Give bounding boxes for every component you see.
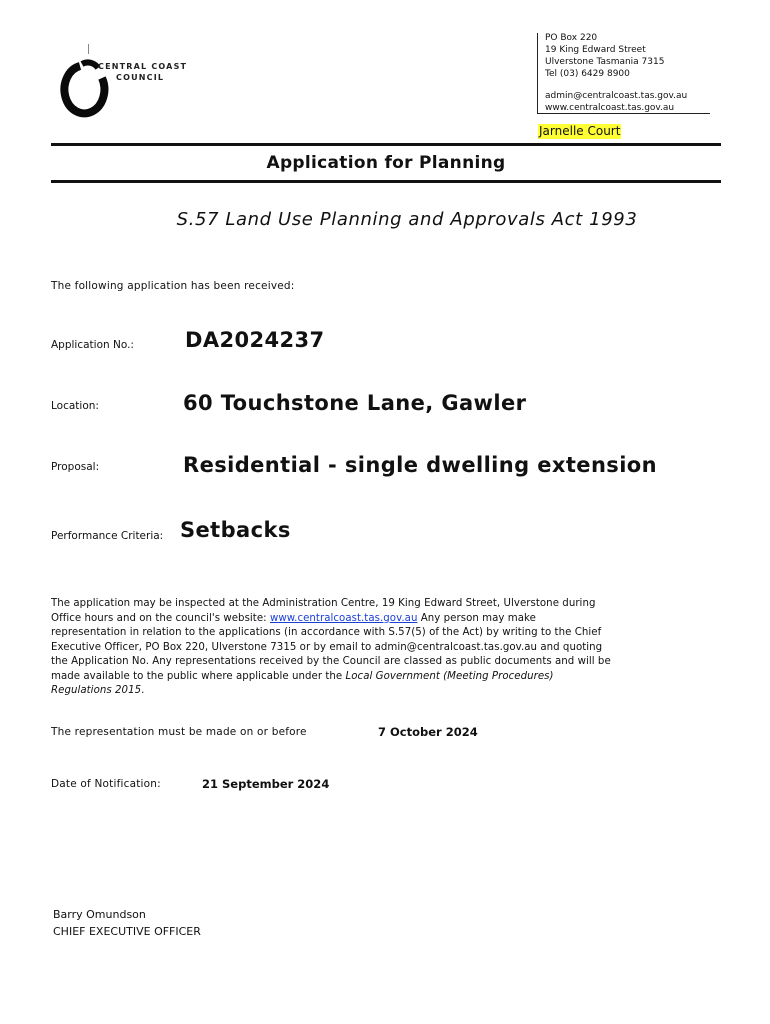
officer-highlight: Jarnelle Court [539, 124, 621, 138]
address-tel: Tel (03) 6429 8900 [545, 69, 630, 79]
paragraph-part-3: . [141, 685, 145, 696]
council-website-link[interactable]: www.centralcoast.tas.gov.au [269, 612, 418, 624]
address-town: Ulverstone Tasmania 7315 [545, 57, 665, 67]
deadline-date: 7 October 2024 [378, 725, 478, 739]
title-rule-bottom [51, 180, 721, 183]
logo-line-1: CENTRAL COAST [98, 62, 188, 71]
council-logo [58, 44, 198, 124]
intro-text: The following application has been received: [51, 280, 295, 292]
notification-label: Date of Notification: [51, 778, 161, 790]
application-no-label: Application No.: [51, 339, 134, 351]
regulations-title: Local Government (Meeting Procedures) Regulations 2015 [51, 670, 554, 696]
signatory-title: CHIEF EXECUTIVE OFFICER [53, 925, 201, 938]
address-street: 19 King Edward Street [545, 45, 646, 55]
location-label: Location: [51, 400, 99, 412]
performance-criteria-value: Setbacks [180, 518, 291, 542]
signatory-block [53, 906, 201, 940]
notification-date: 21 September 2024 [202, 777, 330, 791]
address-email: admin@centralcoast.tas.gov.au [545, 91, 688, 101]
logo-ring-icon [58, 44, 198, 124]
performance-criteria-label: Performance Criteria: [51, 530, 164, 542]
address-divider [537, 33, 538, 113]
paragraph-part-2: Any person may make representation in relation to the applications (in accordance with S.57(5) of the Act) by writing to the Chief Executive Officer, PO Box 220, Ulverstone 7315 or by email to admin@centralcoast.tas.gov.au and quoting the Application No. Any representations received by the Council are classed as public documents and will be made available to the public where applicable under the [51, 612, 611, 682]
address-underline [537, 113, 710, 114]
act-heading: S.57 Land Use Planning and Approvals Act 1993 [176, 209, 638, 230]
application-no-value: DA2024237 [185, 328, 325, 352]
paragraph-part-1: The application may be inspected at the Administration Centre, 19 King Edward Street, Ulverstone during Office hours and on the council's website: [51, 598, 596, 624]
address-web: www.centralcoast.tas.gov.au [545, 103, 675, 113]
logo-wordmark [98, 61, 187, 83]
inspection-paragraph [51, 597, 611, 699]
proposal-label: Proposal: [51, 461, 100, 473]
location-value: 60 Touchstone Lane, Gawler [183, 391, 527, 415]
council-address [545, 32, 687, 114]
deadline-label: The representation must be made on or before [51, 726, 307, 738]
logo-line-2: COUNCIL [116, 73, 165, 82]
address-po-box: PO Box 220 [545, 33, 598, 43]
page-title: Application for Planning [266, 153, 506, 173]
signatory-name: Barry Omundson [53, 908, 146, 921]
title-rule-top [51, 143, 721, 146]
proposal-value: Residential - single dwelling extension [183, 453, 657, 477]
